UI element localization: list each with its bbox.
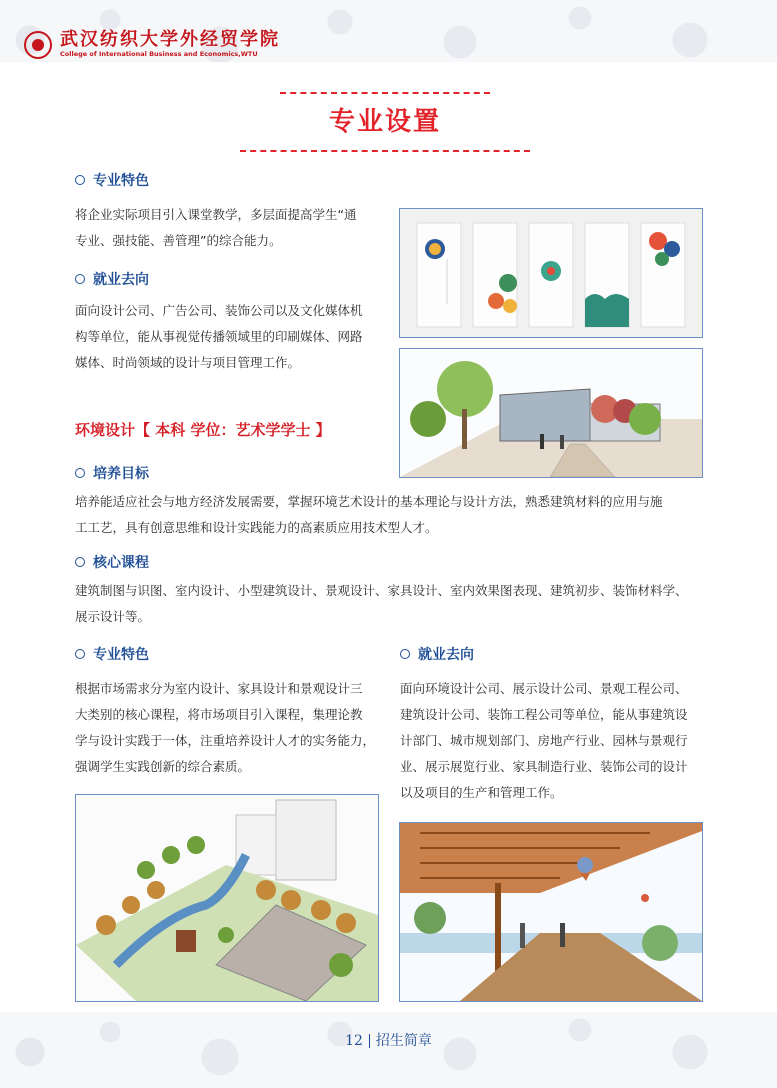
major2-course-heading: 核心课程 xyxy=(75,552,149,572)
major2-feature-text: 根据市场需求分为室内设计、家具设计和景观设计三 大类别的核心课程，将市场项目引入课程，集理论教 学与设计实践于一体，注重培养设计人才的实务能力， 强调学生实践创新的综合素质。 xyxy=(75,681,376,774)
page-number: 12 xyxy=(345,1033,363,1049)
circle-bullet-icon xyxy=(75,557,85,567)
landscape-plan-sketch-image xyxy=(75,794,379,1002)
major2-career-text: 面向环境设计公司、展示设计公司、景观工程公司、 建筑设计公司、装饰工程公司等单位，能从事建筑设 计部门、城市规划部门、房地产行业、园林与景观行 业、展示展览行业、家具制造行业、装饰公司的设计 以及项目的生产和管理工作。 xyxy=(400,681,688,800)
major2-career-heading: 就业去向 xyxy=(400,644,474,664)
school-logo xyxy=(24,30,280,59)
page-title-block xyxy=(250,92,520,152)
title-dash-bottom xyxy=(240,150,530,152)
footer-label: 招生简章 xyxy=(375,1033,432,1049)
architecture-sketch-image xyxy=(399,348,703,478)
circle-bullet-icon xyxy=(75,274,85,284)
section1-career-heading: 就业去向 xyxy=(75,269,149,289)
circle-bullet-icon xyxy=(75,649,85,659)
school-name-cn: 武汉纺织大学外经贸学院 xyxy=(60,29,280,50)
section1-feature-heading: 专业特色 xyxy=(75,170,149,190)
school-name-en: College of International Business and Economics,WTU xyxy=(60,50,258,58)
circle-bullet-icon xyxy=(75,175,85,185)
section1-feature-text: 将企业实际项目引入课堂教学，多层面提高学生“通 专业、强技能、善管理”的综合能力。 xyxy=(75,207,357,248)
page-footer xyxy=(0,1030,777,1050)
section1-career-text: 面向设计公司、广告公司、装饰公司以及文化媒体机 构等单位，能从事视觉传播领域里的印刷媒体、网路 媒体、时尚领域的设计与项目管理工作。 xyxy=(75,303,363,370)
major2-goal-text: 培养能适应社会与地方经济发展需要，掌握环境艺术设计的基本理论与设计方法，熟悉建筑材料的应用与施 工工艺，具有创意思维和设计实践能力的高素质应用技术型人才。 xyxy=(75,494,663,535)
major2-feature-heading: 专业特色 xyxy=(75,644,149,664)
footer-decoration xyxy=(0,1012,777,1088)
circle-bullet-icon xyxy=(400,649,410,659)
circle-bullet-icon xyxy=(75,468,85,478)
major2-course-text: 建筑制图与识图、室内设计、小型建筑设计、景观设计、家具设计、室内效果图表现、建筑初步、装饰材料学、 展示设计等。 xyxy=(75,583,688,624)
pergola-walkway-sketch-image xyxy=(399,822,703,1002)
environment-design-major-title: 环境设计【 本科 学位：艺术学学士 】 xyxy=(75,421,331,439)
poster-series-image xyxy=(399,208,703,338)
footer-divider xyxy=(369,1034,370,1048)
page-title: 专业设置 xyxy=(328,107,441,137)
major2-goal-heading: 培养目标 xyxy=(75,463,149,483)
school-seal-icon xyxy=(24,31,52,59)
